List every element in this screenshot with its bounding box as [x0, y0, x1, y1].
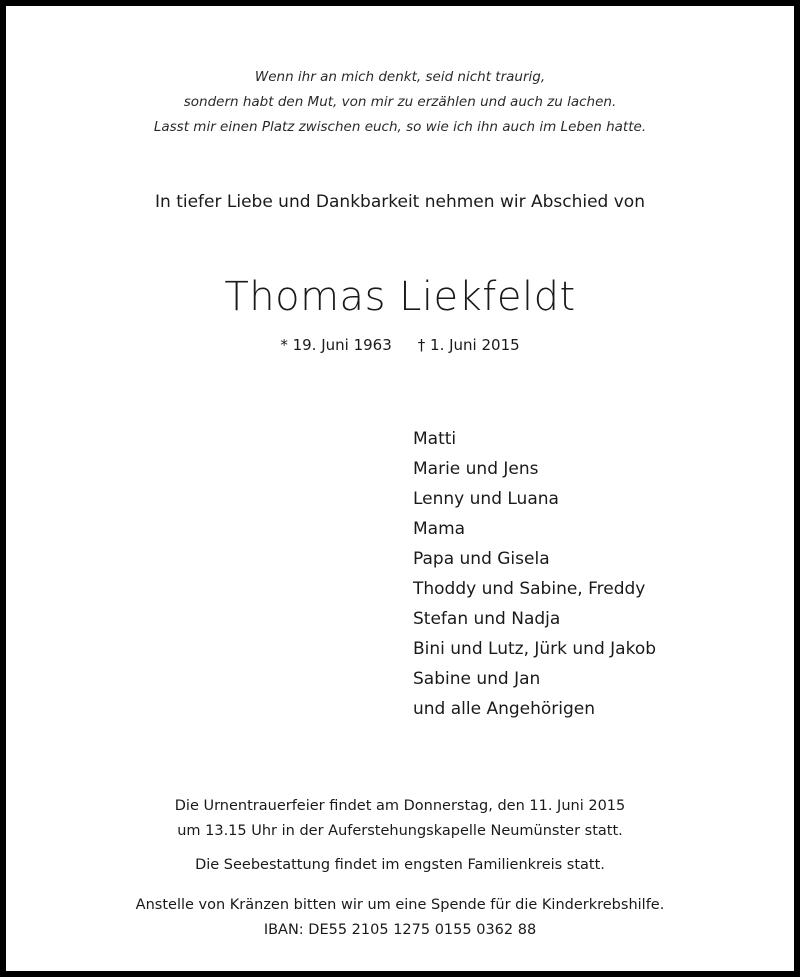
death-date: † 1. Juni 2015 [417, 336, 520, 354]
mourner: Papa und Gisela [413, 549, 550, 569]
mourner: Matti [413, 429, 457, 449]
poem-line: sondern habt den Mut, von mir zu erzählen und auch zu lachen. [183, 94, 617, 110]
birth-date: * 19. Juni 1963 [280, 336, 392, 354]
mourners-list [413, 424, 656, 724]
poem-line: Lasst mir einen Platz zwischen euch, so wie ich ihn auch im Leben hatte. [153, 119, 647, 135]
burial-line: Die Seebestattung findet im engsten Familienkreis statt. [195, 857, 605, 873]
mourner: Stefan und Nadja [413, 609, 561, 629]
deceased-name: Thomas Liekfeldt [224, 274, 576, 320]
ceremony-line: Die Urnentrauerfeier findet am Donnerstag, den 11. Juni 2015 [174, 798, 626, 814]
life-dates [6, 336, 794, 354]
mourner: und alle Angehörigen [413, 699, 596, 719]
mourner: Lenny und Luana [413, 489, 559, 509]
mourner: Mama [413, 519, 466, 539]
poem [6, 65, 794, 140]
donation-info [6, 893, 794, 943]
mourner: Marie und Jens [413, 459, 539, 479]
mourner: Sabine und Jan [413, 669, 541, 689]
ceremony-info [6, 794, 794, 844]
mourner: Thoddy und Sabine, Freddy [413, 579, 646, 599]
poem-line: Wenn ihr an mich denkt, seid nicht traurig, [254, 69, 546, 85]
intro-text: In tiefer Liebe und Dankbarkeit nehmen wir Abschied von [155, 192, 645, 212]
iban-line: IBAN: DE55 2105 1275 0155 0362 88 [263, 922, 537, 938]
burial-info [6, 853, 794, 878]
donation-line: Anstelle von Kränzen bitten wir um eine Spende für die Kinderkrebshilfe. [135, 897, 665, 913]
mourner: Bini und Lutz, Jürk und Jakob [413, 639, 657, 659]
ceremony-line: um 13.15 Uhr in der Auferstehungskapelle Neumünster statt. [177, 823, 623, 839]
